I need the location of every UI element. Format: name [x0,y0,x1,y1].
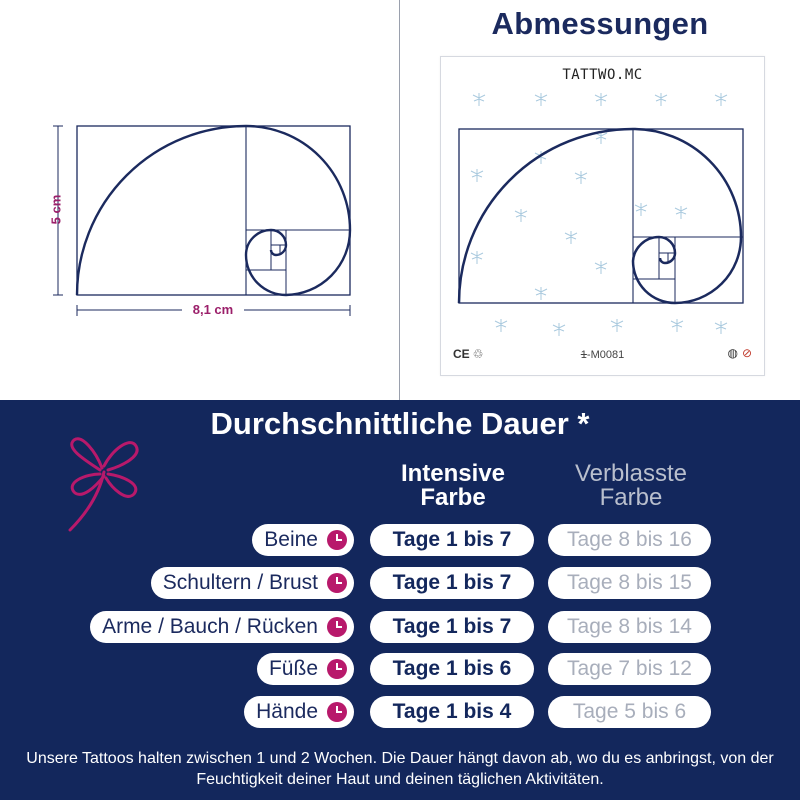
col-faded-line1: Verblasste [574,460,688,487]
intensive-duration: Tage 1 bis 7 [370,524,534,556]
dragonfly-motif [471,169,483,182]
clock-icon [327,617,347,637]
dimension-diagram [0,0,399,400]
area-text: Arme / Bauch / Rücken [102,615,318,638]
pregnancy-warning-icon: ◍ [727,346,738,360]
dragonfly-motif [595,93,607,106]
brand-logo: TATTWO.MC [562,67,643,83]
footnote: Unsere Tattoos halten zwischen 1 und 2 Wochen. Die Dauer hängt davon ab, wo du es anbringst, von der Feuchtigkeit deiner Haut und deinen täglichen Aktivitäten. [26,750,774,788]
body-area-label [90,611,354,643]
dragonfly-motif [495,319,507,332]
body-area-label [244,696,354,728]
tattoo-artwork [441,57,764,375]
dragonfly-motif [715,321,727,334]
area-text: Füße [268,657,318,680]
dragonfly-motif [473,93,485,106]
dragonfly-motif [565,231,577,244]
faded-duration: Tage 5 bis 6 [548,696,711,728]
duration-section [0,400,800,800]
col-intensive-line2: Farbe [420,484,486,511]
column-header-faded [546,462,716,510]
dragonfly-motif [515,209,527,222]
no-fire-icon: ⊘ [741,346,752,360]
clock-icon [327,573,347,593]
clock-icon [327,659,347,679]
dragonfly-motif [635,203,647,216]
body-area-label [257,653,354,685]
dragonfly-motif [535,287,547,300]
product-code [441,349,764,361]
dimensions-title: Abmessungen [491,6,709,41]
clock-icon [327,530,347,550]
duration-title: Durchschnittliche Dauer * [210,406,590,441]
faded-duration: Tage 8 bis 15 [548,567,711,599]
dragonfly-motif [535,93,547,106]
body-area-label [252,524,354,556]
dragonfly-icon [60,430,150,540]
area-text: Hände [256,700,318,723]
body-area-label [151,567,354,599]
clock-icon [327,702,347,722]
dragonfly-motif [715,93,727,106]
dragonfly-motif [575,171,587,184]
dragonfly-motif [671,319,683,332]
dragonfly-motif [675,206,687,219]
tattoo-sheet [440,56,765,376]
dragonfly-motif [595,261,607,274]
width-label: 8,1 cm [192,302,234,317]
intensive-duration: Tage 1 bis 7 [370,611,534,643]
product-preview [400,0,800,400]
area-text: Beine [264,528,318,551]
warning-icons [727,346,752,360]
area-text: Schultern / Brust [162,571,318,594]
dragonfly-motif [655,93,667,106]
dragonfly-motif [611,319,623,332]
code-prefix: 1 [580,349,587,361]
intensive-duration: Tage 1 bis 4 [370,696,534,728]
faded-duration: Tage 8 bis 14 [548,611,711,643]
faded-duration: Tage 8 bis 16 [548,524,711,556]
recycle-icon: ♲ [472,347,484,361]
dragonfly-motif [553,323,565,336]
column-header-intensive [368,462,538,510]
intensive-duration: Tage 1 bis 7 [370,567,534,599]
col-intensive-line1: Intensive [400,460,506,487]
height-label: 5 cm [48,194,64,225]
col-faded-line2: Farbe [599,484,663,511]
dragonfly-motif [471,251,483,264]
intensive-duration: Tage 1 bis 6 [370,653,534,685]
faded-duration: Tage 7 bis 12 [548,653,711,685]
code-value: -M0081 [586,349,625,361]
ce-label: CE [453,347,470,361]
